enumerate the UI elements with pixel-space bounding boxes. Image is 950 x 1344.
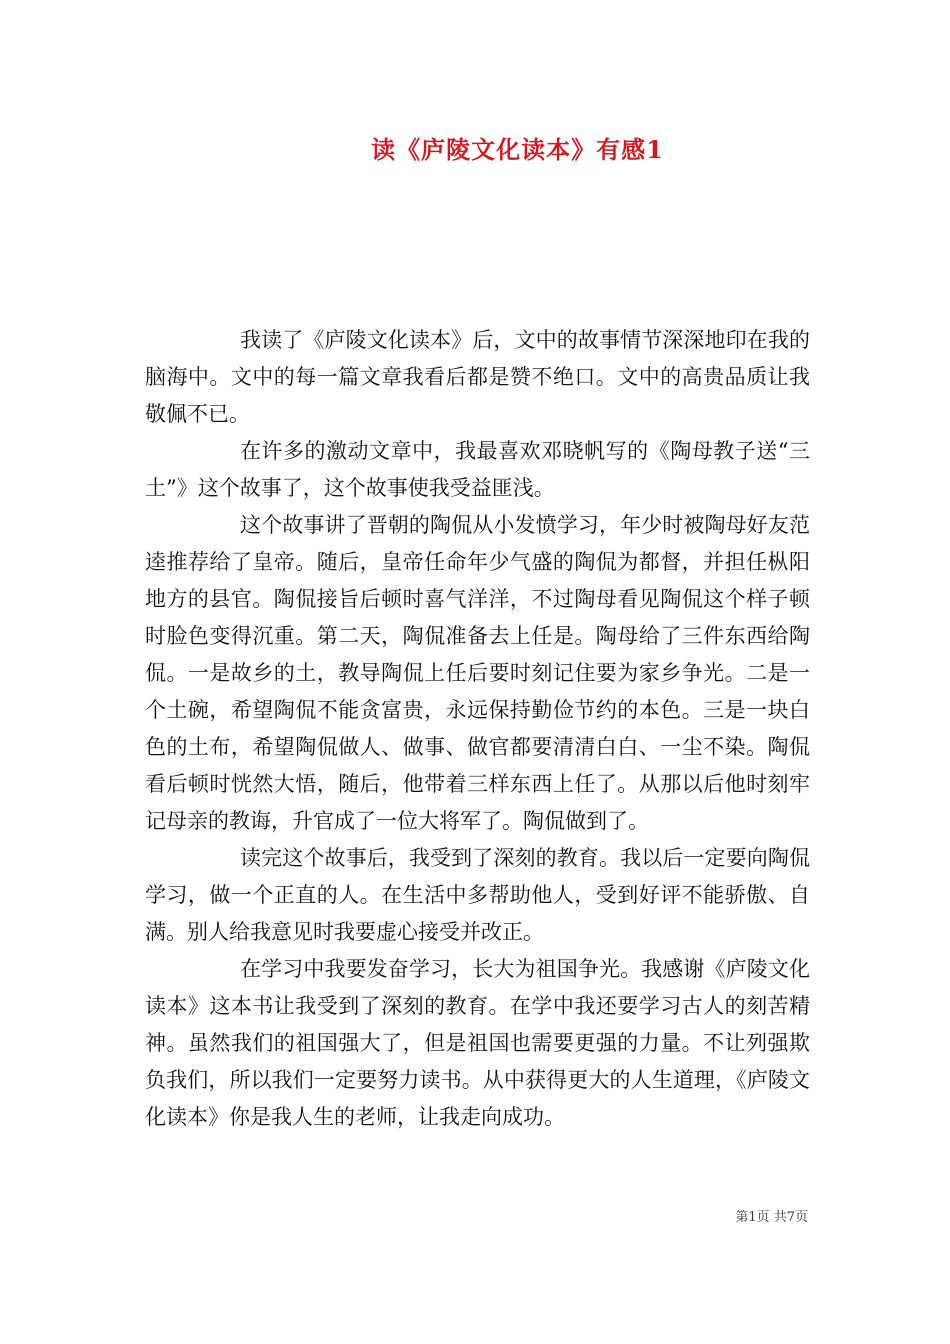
paragraph-3: 这个故事讲了晋朝的陶侃从小发愤学习，年少时被陶母好友范逵推荐给了皇帝。随后，皇帝任命年少气盛的陶侃为都督，并担任枞阳地方的县官。陶侃接旨后顿时喜气洋洋，不过陶母看见陶侃这个样子顿时脸色变得沉重。第二天，陶侃准备去上任是。陶母给了三件东西给陶侃。一是故乡的土，教导陶侃上任后要时刻记住要为家乡争光。二是一个土碗，希望陶侃不能贪富贵，永远保持勤俭节约的本色。三是一块白色的土布，希望陶侃做人、做事、做官都要清清白白、一尘不染。陶侃看后顿时恍然大悟，随后，他带着三样东西上任了。从那以后他时刻牢记母亲的教诲，升官成了一位大将军了。陶侃做到了。 — [145, 513, 810, 833]
paragraph-1: 我读了《庐陵文化读本》后，文中的故事情节深深地印在我的脑海中。文中的每一篇文章我看后都是赞不绝口。文中的高贵品质让我敬佩不已。 — [145, 328, 810, 426]
page-number-footer: 第1页 共7页 — [735, 1210, 808, 1225]
document-body — [145, 322, 810, 1136]
paragraph-4: 读完这个故事后，我受到了深刻的教育。我以后一定要向陶侃学习，做一个正直的人。在生活中多帮助他人，受到好评不能骄傲、自满。别人给我意见时我要虚心接受并改正。 — [145, 846, 810, 944]
document-title: 读《庐陵文化读本》有感1 — [371, 135, 664, 164]
paragraph-5: 在学习中我要发奋学习，长大为祖国争光。我感谢《庐陵文化读本》这本书让我受到了深刻的教育。在学中我还要学习古人的刻苦精神。虽然我们的祖国强大了，但是祖国也需要更强的力量。不让列强欺负我们，所以我们一定要努力读书。从中获得更大的人生道理，《庐陵文化读本》你是我人生的老师，让我走向成功。 — [145, 957, 810, 1129]
paragraph-2: 在许多的激动文章中，我最喜欢邓晓帆写的《陶母教子送“三土”》这个故事了，这个故事使我受益匪浅。 — [145, 439, 810, 500]
